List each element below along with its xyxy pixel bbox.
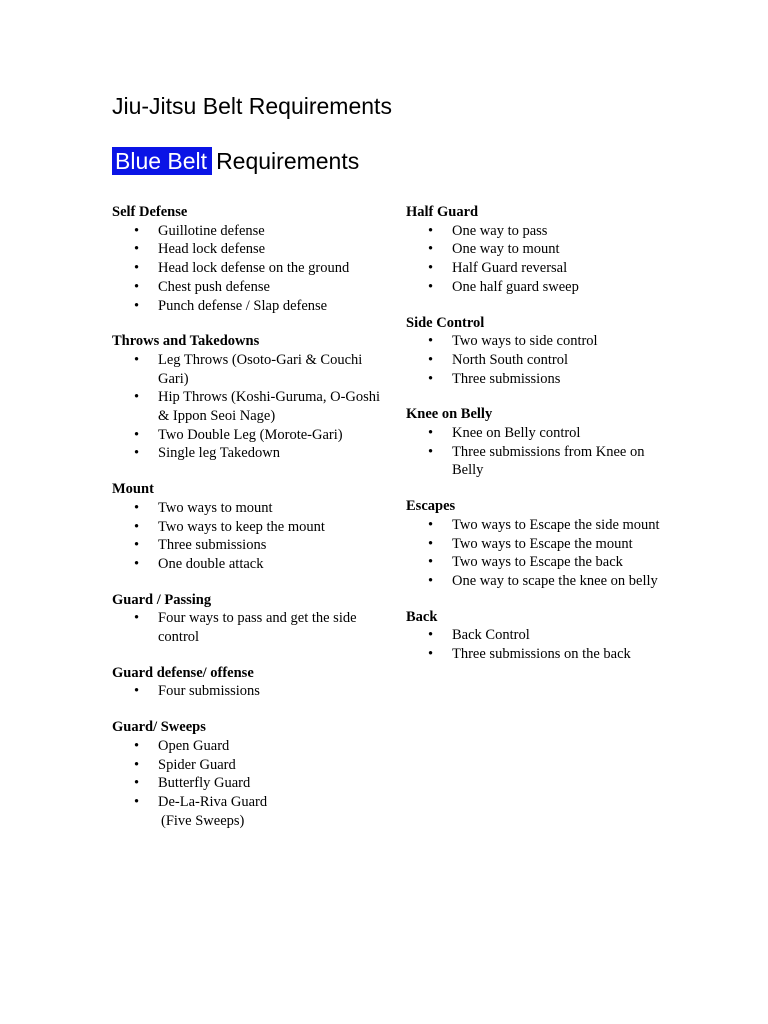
subtitle — [112, 145, 359, 178]
list-item-text: Leg Throws (Osoto-Gari & Couchi Gari) — [158, 351, 363, 387]
list-item-text: Two ways to keep the mount — [158, 518, 325, 535]
bullet-icon: • — [428, 516, 434, 533]
list-item — [112, 609, 382, 646]
list-item-text: Back Control — [452, 627, 530, 644]
list-item — [112, 259, 382, 278]
list-item — [112, 518, 382, 537]
list-item-text: Single leg Takedown — [158, 445, 280, 462]
bullet-icon: • — [428, 535, 434, 552]
bullet-icon: • — [134, 518, 140, 535]
bullet-icon: • — [134, 737, 140, 754]
bullet-icon: • — [428, 351, 434, 368]
section-title: Guard/ Sweeps — [112, 719, 206, 736]
list-item — [406, 553, 676, 572]
bullet-icon: • — [134, 775, 140, 792]
bullet-icon: • — [134, 445, 140, 462]
bullet-icon: • — [134, 537, 140, 554]
list-item — [112, 756, 382, 775]
requirement-list — [112, 737, 382, 812]
section-title: Throws and Takedowns — [112, 333, 260, 350]
bullet-icon: • — [428, 646, 434, 663]
list-item-text: Knee on Belly control — [452, 425, 581, 442]
list-item-text: One way to pass — [452, 222, 548, 239]
bullet-icon: • — [428, 572, 434, 589]
list-item — [406, 332, 676, 351]
list-item-text: Two ways to Escape the back — [452, 554, 623, 571]
list-item-text: Four submissions — [158, 683, 260, 700]
list-item-text: Chest push defense — [158, 278, 270, 295]
requirement-list — [406, 332, 676, 388]
list-item-text: De-La-Riva Guard — [158, 793, 268, 810]
list-item — [112, 426, 382, 445]
bullet-icon: • — [134, 499, 140, 516]
bullet-icon: • — [134, 389, 140, 406]
section-title: Side Control — [406, 314, 485, 331]
bullet-icon: • — [428, 333, 434, 350]
list-item — [112, 222, 382, 241]
section-throws-and-takedowns — [112, 332, 382, 463]
list-item-text: One double attack — [158, 555, 264, 572]
list-item — [406, 572, 676, 591]
list-item-text: One way to scape the knee on belly — [452, 572, 658, 589]
requirement-list — [112, 222, 382, 316]
bullet-icon: • — [428, 627, 434, 644]
requirement-list — [406, 222, 676, 297]
list-item — [406, 645, 676, 664]
list-item — [112, 555, 382, 574]
bullet-icon: • — [134, 683, 140, 700]
section-title: Half Guard — [406, 204, 479, 220]
section-self-defense — [112, 203, 382, 315]
list-item — [112, 793, 382, 812]
section-title: Back — [406, 608, 438, 625]
list-item — [406, 240, 676, 259]
section-mount — [112, 480, 382, 574]
list-item — [406, 626, 676, 645]
list-item — [112, 499, 382, 518]
list-item-text: Three submissions — [452, 370, 561, 387]
bullet-icon: • — [428, 443, 434, 460]
section-side-control — [406, 314, 676, 389]
section-title: Guard defense/ offense — [112, 664, 254, 681]
requirement-list — [112, 682, 382, 701]
section-half-guard — [406, 203, 676, 297]
list-item-text: Hip Throws (Koshi-Guruma, O-Goshi & Ippon Seoi Nage) — [158, 389, 381, 425]
list-item-text: Butterfly Guard — [158, 775, 251, 792]
list-item — [406, 535, 676, 554]
list-item — [112, 737, 382, 756]
bullet-icon: • — [134, 351, 140, 368]
list-item — [112, 682, 382, 701]
list-item — [112, 388, 382, 425]
list-item-text: Two ways to Escape the side mount — [452, 516, 660, 533]
requirement-list — [112, 499, 382, 574]
requirement-list — [406, 424, 676, 480]
section-title: Knee on Belly — [406, 406, 493, 423]
section-back — [406, 608, 676, 664]
right-column — [406, 203, 676, 681]
list-item-text: Spider Guard — [158, 756, 236, 773]
bullet-icon: • — [134, 278, 140, 295]
bullet-icon: • — [134, 297, 140, 314]
list-item-text: Open Guard — [158, 737, 230, 754]
page-title: Jiu-Jitsu Belt Requirements — [112, 93, 392, 119]
section-title: Self Defense — [112, 204, 188, 220]
bullet-icon: • — [134, 793, 140, 810]
list-item-text: North South control — [452, 351, 568, 368]
bullet-icon: • — [428, 370, 434, 387]
list-item-text: Head lock defense — [158, 241, 266, 258]
section-title: Mount — [112, 481, 154, 498]
highlighted-belt-label: Blue Belt — [112, 147, 212, 175]
bullet-icon: • — [428, 260, 434, 277]
list-item — [406, 351, 676, 370]
section-note: (Five Sweeps) — [161, 812, 245, 829]
bullet-icon: • — [134, 756, 140, 773]
list-item — [406, 424, 676, 443]
list-item — [112, 240, 382, 259]
bullet-icon: • — [428, 241, 434, 258]
requirement-list — [112, 609, 382, 646]
section-title: Guard / Passing — [112, 591, 212, 608]
list-item — [112, 278, 382, 297]
bullet-icon: • — [428, 425, 434, 442]
list-item-text: Three submissions on the back — [452, 646, 631, 663]
list-item — [406, 259, 676, 278]
bullet-icon: • — [428, 278, 434, 295]
bullet-icon: • — [134, 426, 140, 443]
list-item — [406, 443, 676, 480]
requirement-list — [406, 516, 676, 591]
section-guard-sweeps — [112, 718, 382, 830]
list-item-text: Guillotine defense — [158, 222, 265, 239]
section-guard-passing — [112, 591, 382, 647]
section-escapes — [406, 497, 676, 591]
list-item-text: Head lock defense on the ground — [158, 260, 350, 277]
list-item — [406, 278, 676, 297]
list-item-text: Half Guard reversal — [452, 260, 568, 277]
bullet-icon: • — [428, 554, 434, 571]
bullet-icon: • — [134, 222, 140, 239]
list-item-text: Two ways to mount — [158, 499, 273, 516]
list-item-text: Four ways to pass and get the side control — [158, 610, 357, 646]
section-guard-defense-offense — [112, 664, 382, 701]
list-item-text: One half guard sweep — [452, 278, 579, 295]
list-item-text: Two Double Leg (Morote-Gari) — [158, 426, 343, 443]
bullet-icon: • — [134, 610, 140, 627]
list-item — [112, 444, 382, 463]
list-item-text: Two ways to Escape the mount — [452, 535, 633, 552]
left-column — [112, 203, 382, 847]
list-item-text: Three submissions from Knee on Belly — [452, 443, 645, 479]
list-item — [406, 370, 676, 389]
list-item — [112, 297, 382, 316]
list-item — [112, 536, 382, 555]
subtitle-rest: Requirements — [216, 148, 360, 174]
list-item — [406, 222, 676, 241]
bullet-icon: • — [134, 260, 140, 277]
list-item-text: Two ways to side control — [452, 333, 598, 350]
list-item — [406, 516, 676, 535]
list-item-text: Three submissions — [158, 537, 267, 554]
list-item-text: Punch defense / Slap defense — [158, 297, 328, 314]
list-item — [112, 774, 382, 793]
section-title: Escapes — [406, 498, 456, 515]
list-item — [112, 351, 382, 388]
requirement-list — [112, 351, 382, 463]
list-item-text: One way to mount — [452, 241, 560, 258]
bullet-icon: • — [428, 222, 434, 239]
bullet-icon: • — [134, 241, 140, 258]
section-knee-on-belly — [406, 405, 676, 480]
requirement-list — [406, 626, 676, 663]
bullet-icon: • — [134, 555, 140, 572]
